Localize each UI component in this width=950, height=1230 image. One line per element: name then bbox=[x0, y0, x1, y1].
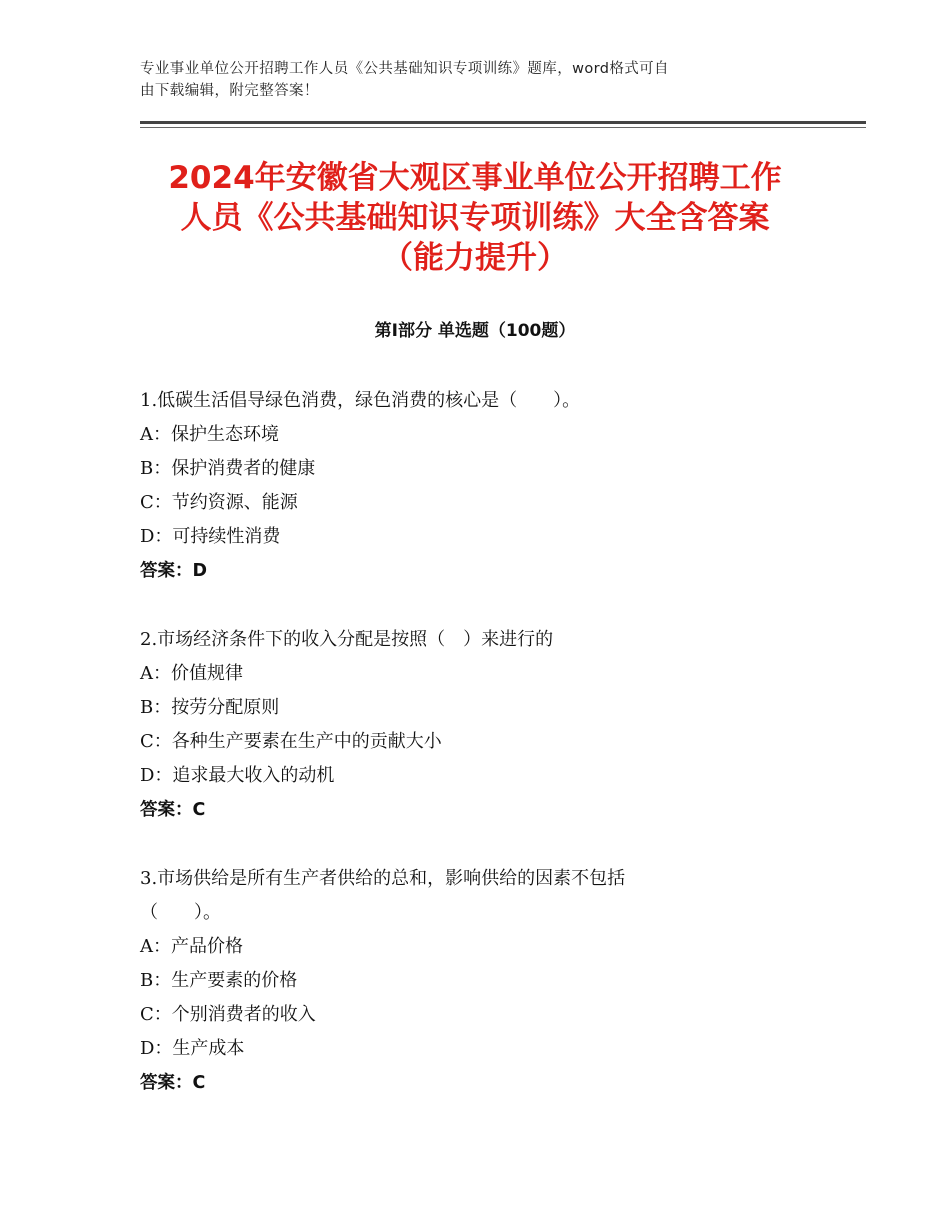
question-2-answer: 答案：C bbox=[140, 800, 206, 820]
question-1-option-d: D：可持续性消费 bbox=[140, 526, 281, 547]
question-2-option-d: D：追求最大收入的动机 bbox=[140, 765, 335, 786]
header-note-line-1: 专业事业单位公开招聘工作人员《公共基础知识专项训练》题库，word格式可自 bbox=[140, 61, 669, 77]
question-3-option-a: A：产品价格 bbox=[140, 936, 243, 957]
section-heading: 第Ⅰ部分 单选题（100题） bbox=[374, 321, 576, 341]
question-3-option-c: C：个别消费者的收入 bbox=[140, 1004, 316, 1025]
question-1-stem: 1.低碳生活倡导绿色消费，绿色消费的核心是（ ）。 bbox=[140, 390, 581, 411]
question-3-stem-continued: （ ）。 bbox=[140, 902, 221, 923]
document-title bbox=[110, 158, 840, 278]
question-3-stem: 3.市场供给是所有生产者供给的总和，影响供给的因素不包括 bbox=[140, 868, 626, 889]
question-3-option-d: D：生产成本 bbox=[140, 1038, 245, 1059]
question-3-answer: 答案：C bbox=[140, 1073, 206, 1093]
header-rule-thin bbox=[140, 127, 866, 128]
header-note-line-2: 由下载编辑，附完整答案！ bbox=[140, 83, 319, 99]
header-rule-thick bbox=[140, 121, 866, 124]
title-line-1: 2024年安徽省大观区事业单位公开招聘工作 bbox=[168, 160, 782, 196]
question-1-option-a: A：保护生态环境 bbox=[140, 424, 279, 445]
question-1-answer: 答案：D bbox=[140, 561, 208, 581]
question-3-option-b: B：生产要素的价格 bbox=[140, 970, 298, 991]
question-1-option-c: C：节约资源、能源 bbox=[140, 492, 298, 513]
question-2-option-a: A：价值规律 bbox=[140, 663, 243, 684]
question-2-stem: 2.市场经济条件下的收入分配是按照（ ）来进行的 bbox=[140, 629, 554, 650]
question-1-option-b: B：保护消费者的健康 bbox=[140, 458, 316, 479]
header-note bbox=[140, 58, 820, 102]
title-line-3: （能力提升） bbox=[382, 240, 568, 276]
question-2-option-b: B：按劳分配原则 bbox=[140, 697, 280, 718]
question-2-option-c: C：各种生产要素在生产中的贡献大小 bbox=[140, 731, 442, 752]
title-line-2: 人员《公共基础知识专项训练》大全含答案 bbox=[180, 200, 770, 236]
